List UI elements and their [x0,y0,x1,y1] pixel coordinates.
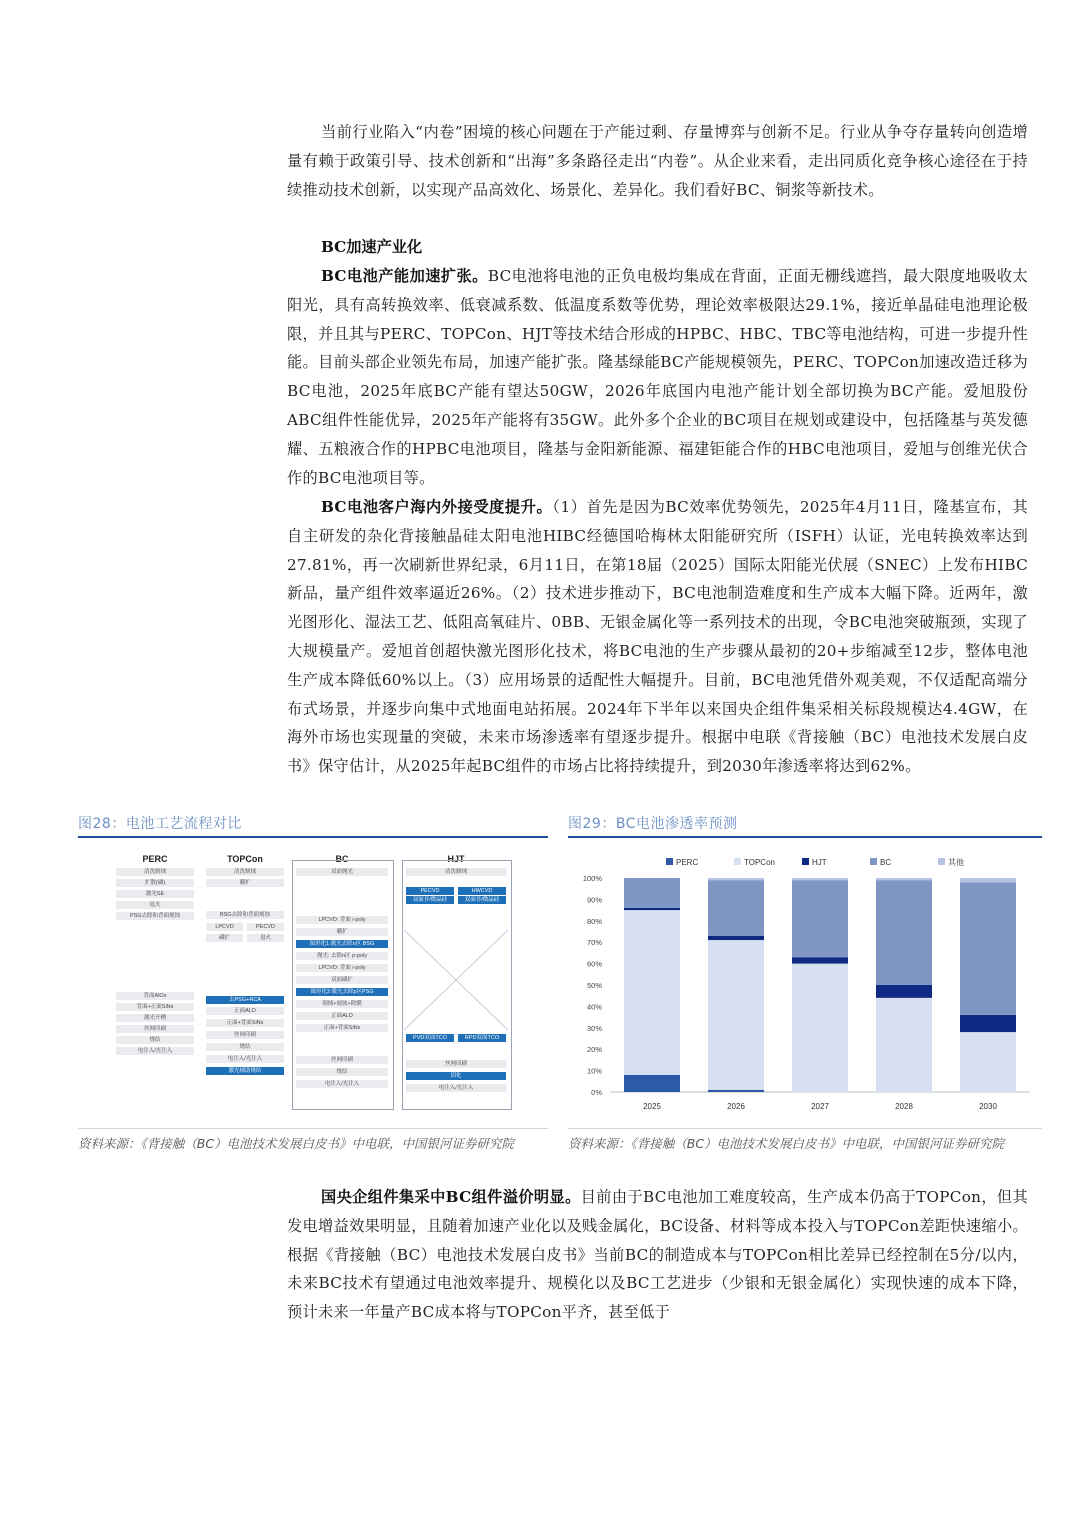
paragraph-bc-capacity [287,262,1028,492]
column-title-bc: BC [335,854,349,864]
y-tick-label: 10% [586,1066,602,1076]
legend-swatch [938,858,945,865]
process-step: 激光SE [116,890,194,898]
y-tick-label: 100% [582,874,602,883]
process-step: PECVD [247,923,284,931]
process-step: HWCVD [458,887,506,895]
hjt-cross-lines [402,860,510,1108]
bar-segment [792,964,848,1092]
column-title-hjt: HJT [447,854,465,864]
bar-segment [708,936,764,940]
paragraph-premium [287,1183,1028,1327]
process-step: 丝网印刷 [116,1025,194,1033]
y-tick-label: 50% [586,981,602,990]
bar-segment [876,985,932,998]
process-step: 退火 [247,934,284,942]
paragraph-body: 目前由于BC电池加工难度较高，生产成本仍高于TOPCon，但其发电增益效果明显，且随着加速产业化以及贱金属化，BC设备、材料等成本投入与TOPCon差距快速缩小。根据《背接触（BC）电池技术发展白皮书》当前BC的制造成本与TOPCon相比差异已经控制在5分/以内，未来BC技术有望通过电池效率提升、规模化以及BC工艺进步（少银和无银金属化）实现快速的成本下降，预计未来一年量产BC成本将与TOPCon平齐，甚至低于 [287,1188,1028,1322]
legend-label: HJT [812,858,827,867]
paragraph-lead: BC电池产能加速扩张。 [321,267,488,285]
process-step: 硼扩 [296,928,388,936]
process-step: RPD双面TCO [458,1034,506,1042]
process-step: 电注入/光注入 [296,1080,388,1088]
figure-28-bottom-rule [78,1128,548,1129]
process-step: PSG去除和背面刻蚀 [116,912,194,920]
process-step: LPCVD: 背面 i-poly [296,916,388,924]
bar-segment [876,878,932,880]
figure-29-title: 图29：BC电池渗透率预测 [568,816,738,832]
y-tick-label: 0% [591,1088,602,1097]
process-step: 抛光: 去除n区 p-poly [296,952,388,960]
bar-segment [624,910,680,1075]
bar-segment [708,878,764,880]
paragraph-body: BC电池将电池的正负电极均集成在背面，正面无栅线遮挡，最大限度地吸收太阳光，具有高转换效率、低衰减系数、低温度系数等优势，理论效率极限达29.1%，接近单晶硅电池理论极限，并且其与PERC、TOPCon、HJT等技术结合形成的HPBC、HBC、TBC等电池结构，可进一步提升性能。目前头部企业领先布局，加速产能扩张。隆基绿能BC产能规模领先，PERC、TOPCon加速改造迁移为BC电池，2025年底BC产能有望达50GW，2026年底国内电池产能计划全部切换为BC产能。爱旭股份ABC组件性能优异，2025年产能将有35GW。此外多个企业的BC项目在规划或建设中，包括隆基与英发德耀、五粮液合作的HPBC电池项目，隆基与金阳新能源、福建钜能合作的HBC电池项目，爱旭与创维光伏合作的BC电池项目等。 [287,267,1028,487]
process-step: 丝网印刷 [206,1031,284,1039]
process-step: 磷扩 [206,934,243,942]
process-step: 正面+背面SiNx [296,1024,388,1032]
bar-segment [708,1090,764,1092]
x-tick-label: 2028 [895,1102,913,1111]
process-step: LPCVD: 背面 i-poly [296,964,388,972]
process-step: 背面AlOx [116,992,194,1000]
bar-segment [792,880,848,957]
x-tick-label: 2030 [979,1102,997,1111]
process-flow-diagram [108,846,528,1116]
bar-segment [876,998,932,1092]
bar-segment [624,878,680,908]
process-step: 烧结 [116,1036,194,1044]
process-step: 制绒+刻蚀+除膜 [296,1000,388,1008]
process-step: 电注入/光注入 [206,1055,284,1063]
intro-paragraph: 当前行业陷入“内卷”困境的核心问题在于产能过剩、存量博弈与创新不足。行业从争夺存量转向创造增量有赖于政策引导、技术创新和“出海”多条路径走出“内卷”。从企业来看，走出同质化竞争核心途径在于持续推动技术创新，以实现产品高效化、场景化、差异化。我们看好BC、铜浆等新技术。 [287,123,1028,199]
y-tick-label: 80% [586,916,602,926]
figure-29-bottom-rule [568,1128,1042,1129]
process-step: 清洗制绒 [116,868,194,876]
legend-swatch [802,858,809,865]
figure-28-rule [78,836,548,838]
section-heading: BC加速产业化 [321,238,423,256]
x-tick-label: 2027 [811,1102,829,1111]
y-tick-label: 20% [586,1045,602,1055]
process-step: 激光开槽 [116,1014,194,1022]
y-tick-label: 30% [586,1023,602,1033]
process-step: 电注入/光注入 [406,1084,506,1092]
paragraph-body: （1）首先是因为BC效率优势领先，2025年4月11日，隆基宣布，其自主研发的杂化背接触晶硅太阳电池HIBC经德国哈梅林太阳能研究所（ISFH）认证，光电转换效率达到27.81%，再一次刷新世界纪录，6月11日，在第18届（2025）国际太阳能光伏展（SNEC）上发布HIBC新品，量产组件效率逼近26%。（2）技术进步推动下，BC电池制造难度和生产成本大幅下降。近两年，激光图形化、湿法工艺、低阻高氧硅片、0BB、无银金属化等一系列技术的出现，令BC电池突破瓶颈，实现了大规模量产。爱旭首创超快激光图形化技术，将BC电池的生产步骤从最初的20+步缩减至12步，整体电池生产成本降低60%以上。（3）应用场景的适配性大幅提升。目前，BC电池凭借外观美观，不仅适配高端分布式场景，并逐步向集中式地面电站拓展。2024年下半年以来国央企组件集采相关标段规模达4.4GW，在海外市场也实现量的突破，未来市场渗透率有望逐步提升。根据中电联《背接触（BC）电池技术发展白皮书》保守估计，从2025年起BC组件的市场占比将持续提升，到2030年渗透率将达到62%。 [287,498,1028,776]
bar-segment [960,882,1016,1015]
process-step: 图形化1:激光去除n区 BSG [296,940,388,948]
bar-segment [708,880,764,936]
legend-swatch [734,858,741,865]
process-step: 退火 [116,901,194,909]
bar-segment [708,940,764,1090]
y-tick-label: 60% [586,959,602,969]
bar-segment [876,880,932,985]
process-step: 去PSG+RCA [206,996,284,1004]
process-step: 烧结 [296,1068,388,1076]
process-step: BSG去除和背面刻蚀 [206,911,284,919]
column-title-topcon: TOPCon [227,854,263,864]
figure-29-rule [568,836,1042,838]
process-step: PECVD [406,887,454,895]
paragraph-bc-acceptance [287,493,1028,781]
process-step: 固化 [406,1072,506,1080]
process-step: 丝网印刷 [406,1060,506,1068]
process-step: 硼扩 [206,879,284,887]
process-step: 双面磷扩 [296,976,388,984]
figure-28-title: 图28：电池工艺流程对比 [78,816,242,832]
figure-28-source: 资料来源：《背接触（BC）电池技术发展白皮书》中电联，中国银河证券研究院 [78,1136,515,1151]
y-tick-label: 90% [586,895,602,905]
process-step: 双面非/微晶硅 [458,896,506,904]
bar-segment [792,957,848,963]
paragraph-lead: 国央企组件集采中BC组件溢价明显。 [321,1188,581,1206]
bar-segment [624,908,680,910]
process-step: 清洗制绒 [206,868,284,876]
process-step: 正面ALD [206,1007,284,1015]
process-step: 图形化2:激光去除p区PSG [296,988,388,996]
y-tick-label: 70% [586,938,602,948]
bar-segment [960,878,1016,882]
process-step: PVD双面TCO [406,1034,454,1042]
legend-label: BC [880,858,892,867]
process-step: 正面+背面SiNx [206,1019,284,1027]
legend-swatch [666,858,673,865]
bar-segment [960,1015,1016,1032]
process-step: 背面+正面SiNx [116,1003,194,1011]
bar-segment [624,1075,680,1092]
process-step: 激光辅助烧结 [206,1067,284,1075]
bar-segment [960,1032,1016,1092]
process-step: 双面抛光 [296,868,388,876]
process-step: 电注入/光注入 [116,1047,194,1055]
process-step: 烧结 [206,1043,284,1051]
process-step: 丝网印刷 [296,1056,388,1064]
figure-29-source: 资料来源：《背接触（BC）电池技术发展白皮书》中电联，中国银河证券研究院 [568,1136,1005,1151]
legend-label: PERC [676,858,699,867]
process-step: 扩散(磷) [116,879,194,887]
bc-column-frame [292,860,394,1110]
process-step: LPCVD [206,923,243,931]
bar-segment [792,878,848,880]
legend-label: TOPCon [744,858,775,867]
process-step: 清洗制绒 [406,868,506,876]
process-step: 正面ALD [296,1012,388,1020]
y-tick-label: 40% [586,1002,602,1012]
x-tick-label: 2026 [727,1102,745,1111]
penetration-chart [570,848,1040,1118]
legend-label: 其他 [948,858,964,867]
process-step: 双面非/微晶硅 [406,896,454,904]
column-title-perc: PERC [142,854,168,864]
x-tick-label: 2025 [643,1102,661,1111]
legend-swatch [870,858,877,865]
paragraph-lead: BC电池客户海内外接受度提升。 [321,498,553,516]
